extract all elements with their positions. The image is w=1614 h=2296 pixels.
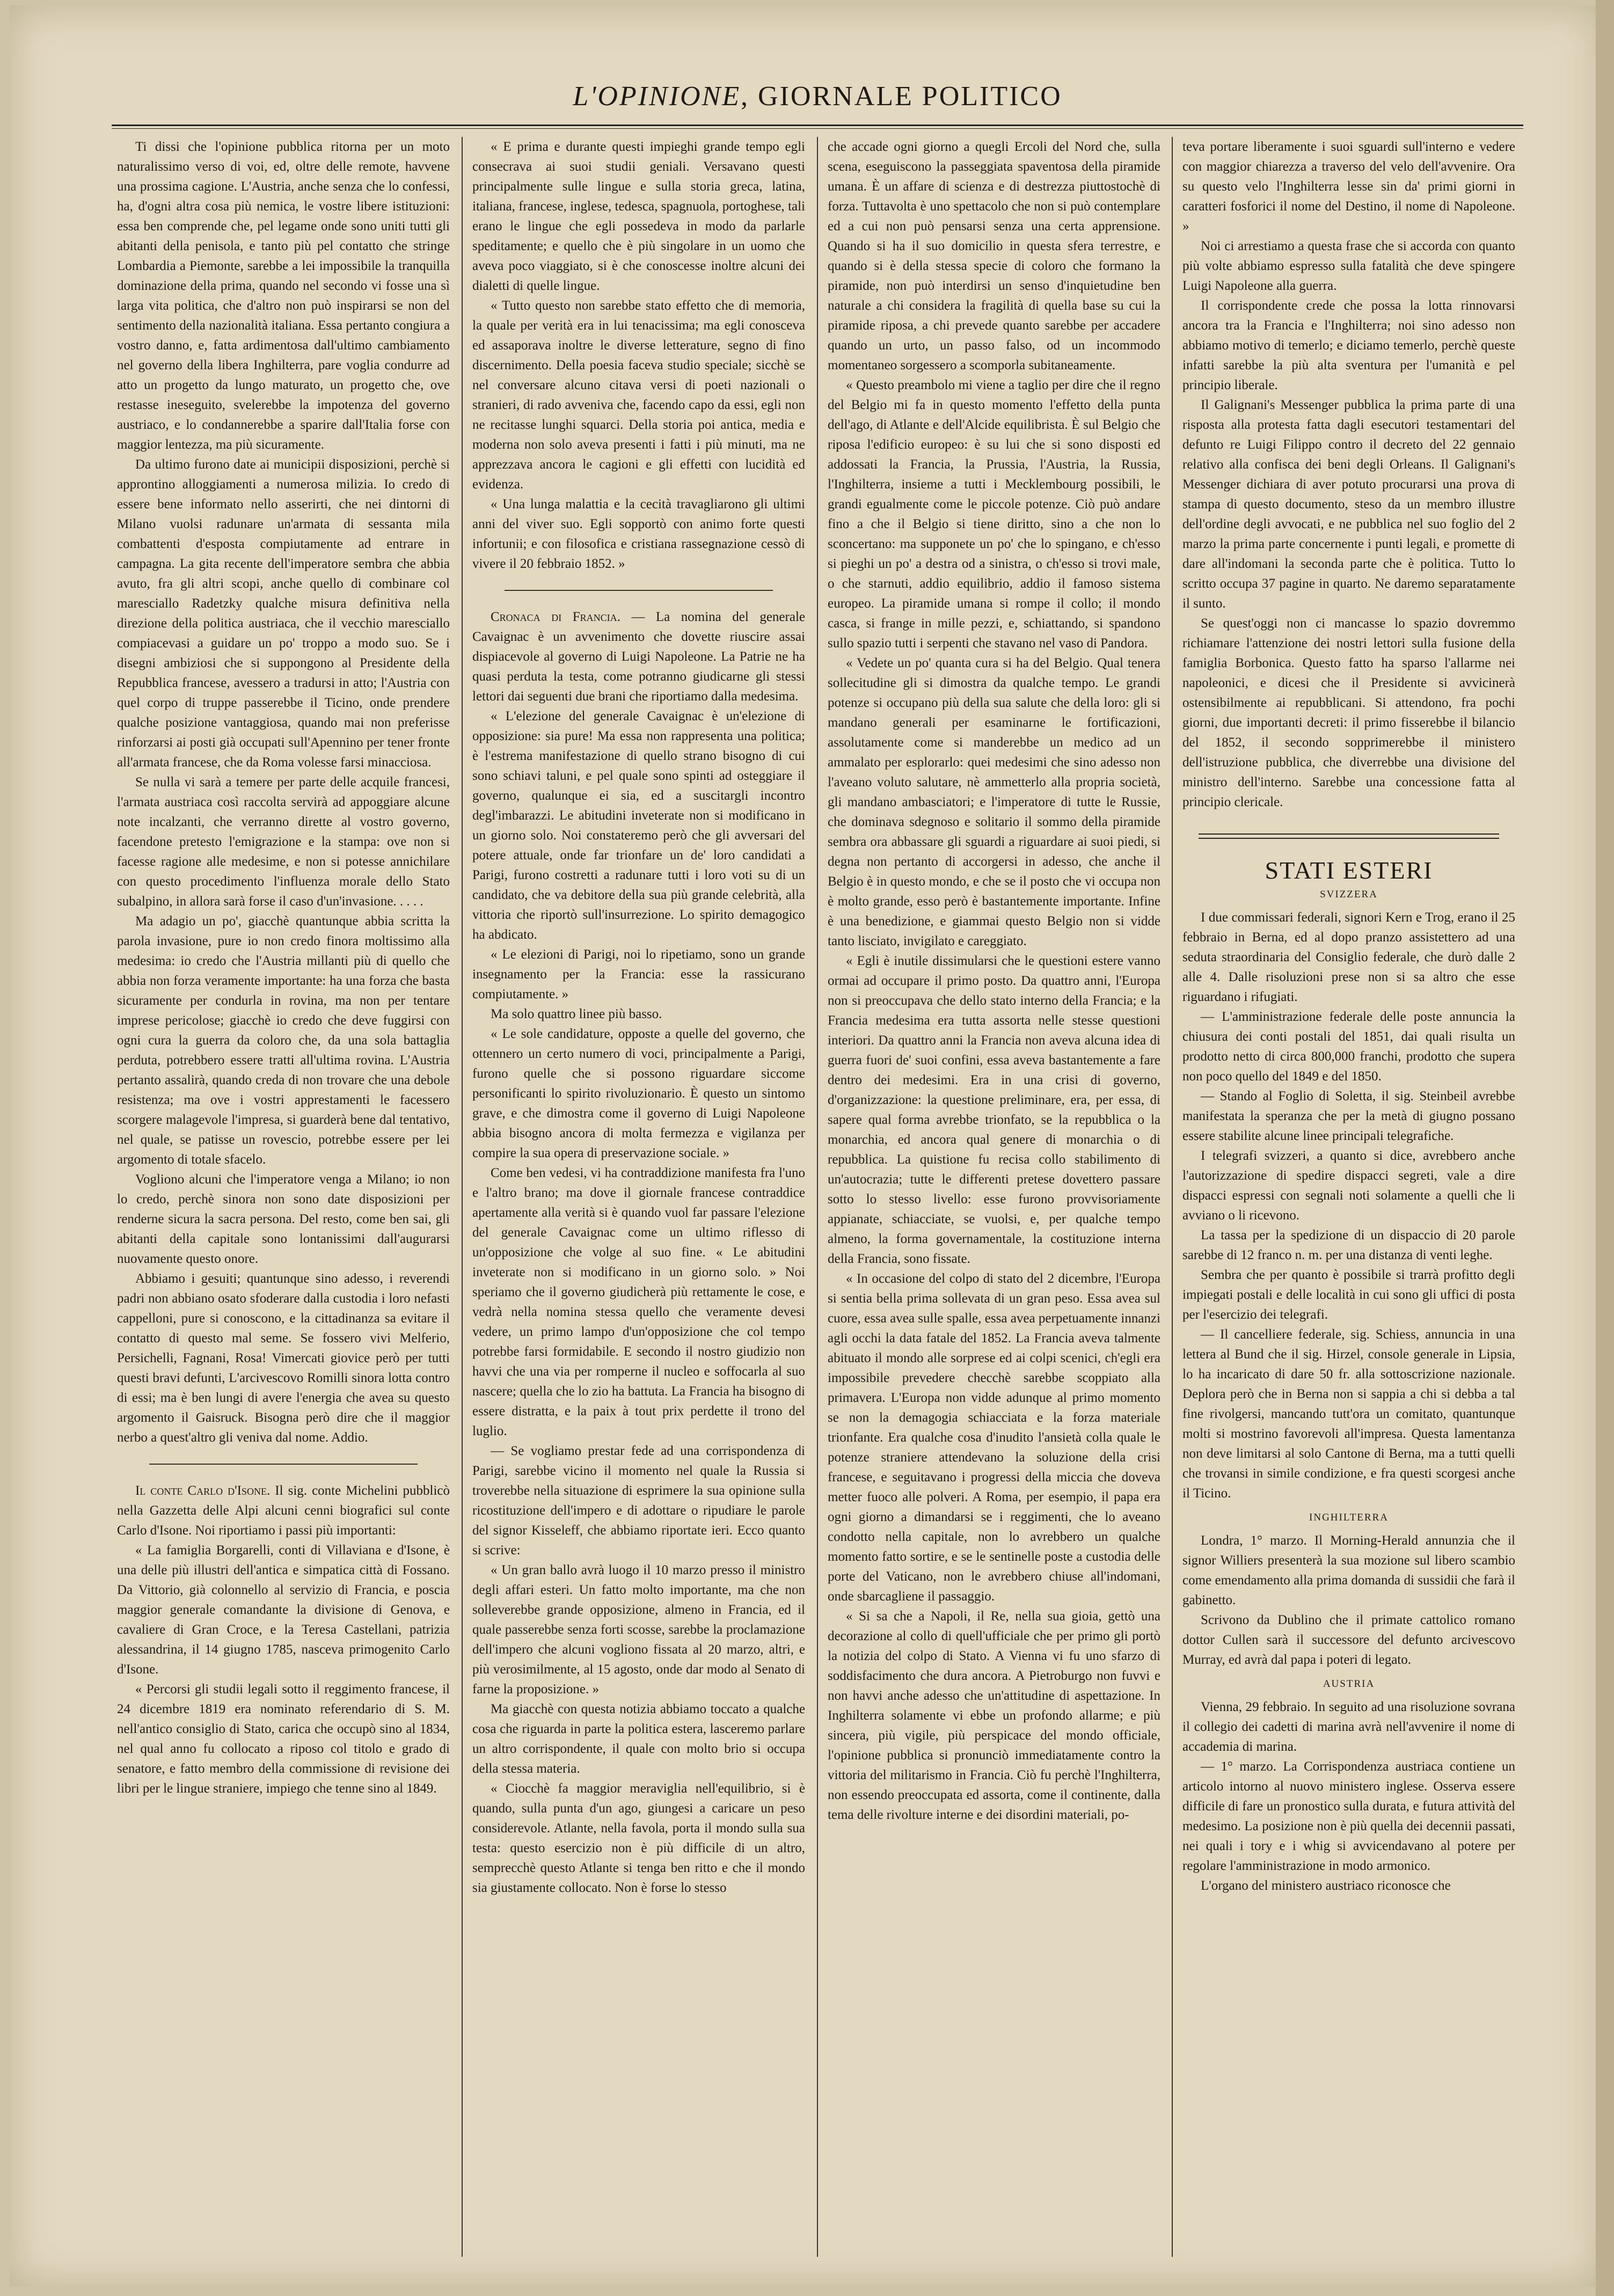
column-2 <box>472 137 805 2257</box>
masthead-rule-thin <box>112 128 1523 129</box>
column-divider <box>1172 137 1173 2257</box>
article-text: Il sig. conte Michelini pubblicò nella Gazzetta delle Alpi alcuni cenni biografici sul conte Carlo d'Isone. Noi riportiamo i passi più importanti: <box>117 1483 450 1538</box>
article-paragraph: — Il cancelliere federale, sig. Schiess, annuncia in una lettera al Bund che il sig. Hirzel, console generale in Lipsia, lo ha incaricato di dare 50 fr. alla sottoscrizione nazionale. Deplora però che in Berna non si sappia a chi si debba a tal fine rivolgersi, mancando tutt'ora un comitato, quantunque molti si mostrino favorevoli all'impresa. Questa lamentanza non deve limitarsi al solo Cantone di Berna, ma a tutti quelli che trovansi in simile condizione, e fra questi scorgesi anche il Ticino. <box>1182 1327 1515 1501</box>
article-paragraph: « Vedete un po' quanta cura si ha del Belgio. Qual tenera sollecitudine gli si dimostra da qualche tempo. Le grandi potenze si occupano più della sua salute che della loro: gli si mandano generali per esaminarne le fortificazioni, assolutamente come si manderebbe un medico ad un ammalato per esplorarlo: quei medesimi che sino adesso non l'aveano voluto salutare, nè ammetterlo alla propria società, gli mandano ambasciatori; e l'imperatore di tutte le Russie, che dominava sdegnoso e solitario il sommo della piramide sembra ora abbassare gli sguardi a riguardare ai suoi piedi, si degna non pertanto di accorgersi in adesso, che anche il Belgio è in questo mondo, e che se il posto che vi occupa non è molto grande, esso però è bastantemente importante. Infine è una benedizione, e giammai questo Belgio non si vidde tanto lisciato, invigilato e careggiato. <box>828 656 1160 948</box>
article-paragraph: — 1° marzo. La Corrispondenza austriaca contiene un articolo intorno al nuovo ministero inglese. Osserva essere difficile di fare un pronostico sulla durata, e futura attività del medesimo. La posizione non è più quella dei decennii passati, nei quali i tory e i whig si avvicendavano al potere per regolare l'amministrazione in modo armonico. <box>1182 1759 1515 1873</box>
article-paragraph: Vienna, 29 febbraio. In seguito ad una risoluzione sovrana il collegio dei cadetti di marina avrà nell'avvenire il nome di accademia di marina. <box>1182 1700 1515 1754</box>
article-paragraph: — L'amministrazione federale delle poste annuncia la chiusura dei conti postali del 1851, dai quali risulta un prodotto netto di circa 800,000 franchi, prodotto che supera non poco quello del 1849 e del 1850. <box>1182 1010 1515 1084</box>
section-double-rule <box>1199 833 1499 839</box>
article-paragraph: « Un gran ballo avrà luogo il 10 marzo presso il ministro degli affari esteri. Un fatto molto importante, ma che non solleverebbe grande opposizione, almeno in Francia, ed il quale passerebbe senza forti scosse, sarebbe la proclamazione dell'impero che alcuni vogliono fissata al 20 marzo, altri, e più verosimilmente, al 15 agosto, onde dar modo al Senato di farne la proposizione. » <box>472 1563 805 1697</box>
article-paragraph: « In occasione del colpo di stato del 2 dicembre, l'Europa si sentia bella prima sollevata di un gran peso. Essa avea sul cuore, essa avea sulle spalle, essa avea perpetuamente innanzi agli occhi la data fatale del 1852. La Francia aveva talmente abituato il mondo alle sorprese ed ai colpi scenici, ch'egli era impossibile prevedere checchè sarebbe scoppiato alla primavera. L'Europa non vidde adunque al primo momento se non la demagogia schiacciata e la forza materiale trionfante. Era qualche cosa d'inudito l'ansietà colla quale le potenze straniere attendevano la soluzione della crisi francese, e seguitavano i progressi della miccia che doveva metter fuoco alle polveri. A Roma, per esempio, il papa era ogni giorno a dimandarsi se i reggimenti, che lo aveano condotto nella capitale, non lo avrebbero un qualche momento fatto sortire, e se le sentinelle poste a custodia delle porte del Vaticano, non le avrebbero chiuse all'indomani, onde sbarcagliene il passaggio. <box>828 1271 1160 1604</box>
article-paragraph: I telegrafi svizzeri, a quanto si dice, avrebbero anche l'autorizzazione di spedire dispacci segreti, vale a dire dispacci espressi con segnali noti solamente a quelli che li avviano o li ricevono. <box>1182 1149 1515 1223</box>
column-1 <box>117 137 450 2257</box>
column-4 <box>1182 137 1515 2257</box>
article-paragraph: Il corrispondente crede che possa la lotta rinnovarsi ancora tra la Francia e l'Inghilterra; noi sino adesso non abbiamo motivo di temerlo; e diciamo temerlo, perchè queste infatti sarebbe la più alta sventura per l'umanità e pel principio liberale. <box>1182 298 1515 392</box>
column-divider <box>817 137 818 2257</box>
article-paragraph: « Questo preambolo mi viene a taglio per dire che il regno del Belgio mi fa in questo momento l'effetto della punta dell'ago, di Atlante e dell'Alcide equilibrista. È sul Belgio che riposa l'edificio europeo: è su lui che si sono disposti ed addossati la Francia, la Prussia, l'Austria, la Russia, l'Inghilterra, insieme a tutti i Mecklembourg possibili, le grandi egualmente come le piccole potenze. Ciò può andare fino a che il Belgio si tiene diritto, sino a che non lo sconcertano: ma supponete un po' che lo spingano, e ch'esso si pieghi un po' a destra od a sinistra, o ch'esso si trovi male, o che starnuti, addio equilibrio, addio il famoso sistema europeo. La piramide umana si rompe il collo; il mondo casca, si frange in mille pezzi, e, schiattando, si spandono sullo spazio tutti i serpenti che stavano nel vaso di Pandora. <box>828 378 1160 650</box>
article-paragraph: Vogliono alcuni che l'imperatore venga a Milano; io non lo credo, perchè sinora non sono date disposizioni per renderne sicura la sacra persona. Del resto, come ben sai, gli abitanti della capitale sono lontanissimi dall'augurarsi nuovamente questo onore. <box>117 1172 450 1266</box>
article-paragraph: « Le elezioni di Parigi, noi lo ripetiamo, sono un grande insegnamento per la Francia: esse la rassicurano compiutamente. » <box>472 947 805 1001</box>
article-paragraph: Ma adagio un po', giacchè quantunque abbia scritta la parola invasione, pure io non credo finora moltissimo alla medesima: io credo che l'Austria millanti più di quello che abbia non forza veramente importante: ha una forza che basta sicuramente per condurla in rovina, ma non per tentare imprese pericolose; giacchè io credo che deve fuggirsi con ogni cura la guerra da coloro che, da una sola battaglia perduta, potrebbero essere tratti all'ultima rovina. L'Austria pertanto assalirà, quando creda di non trovare che una debole resistenza; ma ove i vostri apprestamenti le facessero scorgere malagevole l'impresa, si guarderà bene dal tentativo, nel quale, se patisse un rovescio, potrebbe essere per lei argomento di totale sfacelo. <box>117 914 450 1167</box>
article-paragraph: « La famiglia Borgarelli, conti di Villaviana e d'Isone, è una delle più illustri dell'antica e simpatica città di Fossano. Da Vittorio, già colonnello al servizio di Francia, e poscia maggior generale comandante la divisione di Genova, e cavaliere di Gran Croce, e la Teresa Castellani, patrizia alessandrina, il 14 giugno 1785, nasceva primogenito Carlo d'Isone. <box>117 1543 450 1677</box>
article-paragraph: « Percorsi gli studii legali sotto il reggimento francese, il 24 dicembre 1819 era nominato referendario di S. M. nell'antico consiglio di Stato, carica che occupò sino al 1834, nel qual anno fu collocato a riposo col titolo e grado di senatore, e fatto membro della commissione di revisione dei libri per le lingue straniere, impiego che tenne sino al 1849. <box>117 1682 450 1796</box>
article-paragraph: Da ultimo furono date ai municipii disposizioni, perchè si approntino alloggiamenti a numerosa milizia. Io credo di essere bene informato nello asserirti, che nei dintorni di Milano vuolsi radunare un'armata di sessanta mila combattenti d'esposta compiutamente ad entrare in campagna. La gita recente dell'imperatore sembra che abbia avuto, fra gli altri scopi, anche quello di combinare col maresciallo Radetzky qualche misura definitiva nella direzione della politica austriaca, che il vecchio maresciallo compiacevasi a guidare un po' troppo a modo suo. Se i disegni ambiziosi che si suppongono al Presidente della Repubblica francese, avessero a tradursi in atto; l'Austria con quel corpo di truppe passerebbe il Ticino, onde prendere qualche posizione vantaggiosa, quando mai non preferisse rinforzarsi ai posti già occupati sull'Apennino per tener fronte all'armata francese, che da Roma volesse farsi minacciosa. <box>117 457 450 770</box>
article-paragraph: che accade ogni giorno a quegli Ercoli del Nord che, sulla scena, eseguiscono la passeggiata spaventosa della piramide umana. È un affare di scienza e di destrezza piuttostochè di forza. Tuttavolta è uno spettacolo che non si può contemplare ed a cui non può pensarsi senza una certa apprensione. Quando si ha il suo domicilio in questa sfera terrestre, e quando si è della stessa specie di coloro che formano la piramide, non può interdirsi un senso d'inquietudine ben naturale a chi considera la fragilità di quella base su cui la piramide riposa, a chi prevede quanto sarebbe per accadere quando un urto, un passo falso, od un incommodo momentaneo sorgessero a scomporla subitaneamente. <box>828 140 1160 372</box>
newspaper-page <box>10 5 1601 2286</box>
article-paragraph: Scrivono da Dublino che il primate cattolico romano dottor Cullen sarà il successore del defunto arcivescovo Murray, ed avrà dal papa i poteri di legato. <box>1182 1613 1515 1667</box>
subhead-inghilterra: INGHILTERRA <box>1309 1512 1389 1523</box>
article-paragraph: « Ciocchè fa maggior meraviglia nell'equilibrio, si è quando, sulla punta d'un ago, giungesi a caricare un peso considerevole. Atlante, nella favola, porta il mondo sulla sua testa: questo esercizio non è più difficile di un altro, semprecchè questo Atlante si tenga ben ritto e che il mondo sia giustamente collocato. Non è forse lo stesso <box>472 1781 805 1895</box>
masthead-rule <box>112 125 1523 126</box>
article-paragraph: teva portare liberamente i suoi sguardi sull'interno e vedere con maggior chiarezza a traverso del velo dell'avvenire. Ora su questo velo l'Inghilterra lesse sin da' primi giorni in caratteri fosforici il nome del Destino, il nome di Napoleone. » <box>1182 140 1515 233</box>
subhead-austria: AUSTRIA <box>1323 1678 1375 1690</box>
article-paragraph: Il Galignani's Messenger pubblica la prima parte di una risposta alla protesta fatta dagli esecutori testamentari del defunto re Luigi Filippo contro il decreto del 22 gennaio relativo alla confisca dei beni degli Orleans. Il Galignani's Messenger dichiara di aver potuto procurarsi una prova di stampa di questo documento, steso da un membro illustre dell'ordine degli avvocati, e ne pubblica nel suo foglio del 2 marzo la prima parte concernente i punti legali, e promette di dare all'indomani la seconda parte che è politica. Tutto lo scritto occupa 37 pagine in quarto. Ne daremo separatamente il sunto. <box>1182 398 1515 611</box>
article-paragraph: « Le sole candidature, opposte a quelle del governo, che ottennero un certo numero di voci, principalmente a Parigi, furono quelle che si possono riguardare siccome personificanti lo spirito rivoluzionario. È questo un sintomo grave, e che dimostra come il governo di Luigi Napoleone abbia bisogno ancora di molta fermezza e vigilanza per compire la sua opera di preservazione sociale. » <box>472 1027 805 1160</box>
article-paragraph: L'organo del ministero austriaco riconosce che <box>1201 1878 1451 1893</box>
article-paragraph: Come ben vedesi, vi ha contraddizione manifesta fra l'uno e l'altro brano; ma dove il giornale francese contraddice apertamente alla verità si è quando vuol far passare l'elezione del generale Cavaignac come un ultimo riflesso di un'opposizione che volge al suo fine. « Le abitudini inveterate non si modificano in un giorno solo. » Noi speriamo che il governo giudicherà più rettamente le cose, e vedrà nella nomina stessa quello che veramente devesi vedere, un primo lampo d'un'opposizione che col tempo potrebbe farsi formidabile. E secondo il nostro giudizio non havvi che una via per romperne il nucleo e soffocarla al suo nascere; quella che lo zio ha battuta. La Francia ha bisogno di essere distratta, e la paix à tout prix perdette il trono del luglio. <box>472 1166 805 1438</box>
masthead-title: L'OPINIONE <box>573 81 741 112</box>
article-paragraph: Londra, 1° marzo. Il Morning-Herald annunzia che il signor Williers presenterà la sua mozione sul libero scambio come emendamento alla prima domanda di sussidii che farà il gabinetto. <box>1182 1533 1515 1607</box>
article-paragraph: « E prima e durante questi impieghi grande tempo egli consecrava ai suoi studii geniali. Versavano questi principalmente sulle lingue e sulla storia greca, latina, italiana, francese, inglese, tedesca, spagnuola, portoghese, tali erano le lingue che egli possedeva in modo da parlarle speditamente; e quello che è più singolare in un uomo che aveva poco viaggiato, si è che conoscesse inoltre alcuni dei dialetti di quelle lingue. <box>472 140 805 293</box>
article-paragraph <box>472 607 805 706</box>
column-divider <box>462 137 463 2257</box>
article-paragraph: — Stando al Foglio di Soletta, il sig. Steinbeil avrebbe manifestata la speranza che per la metà di giugno possano essere stabilite alcune linee principali telegrafiche. <box>1182 1089 1515 1143</box>
article-lead: Il conte Carlo d'Isone. <box>135 1483 271 1498</box>
article-paragraph: Sembra che per quanto è possibile si trarrà profitto degli impiegati postali e delle località in cui sono gli uffici di posta per l'esercizio dei telegrafi. <box>1182 1268 1515 1322</box>
masthead <box>112 81 1523 129</box>
article-paragraph: Se nulla vi sarà a temere per parte delle acquile francesi, l'armata austriaca così raccolta servirà ad appoggiare alcune note incalzanti, che verranno dirette al vostro governo, facendone pretesto l'emigrazione e la stampa: ove non si facesse ragione alle medesime, e non si potesse annichilare con questo procedimento l'influenza morale dello Stato subalpino, in allora sarà forse il caso d'un'invasione. . . . . <box>117 775 450 909</box>
article-paragraph: Se quest'oggi non ci mancasse lo spazio dovremmo richiamare l'attenzione dei nostri lettori sulla fusione della famiglia Borbonica. Questo fatto ha sparso l'allarme nei napoleonici, e dicesi che il Presidente si avvicinerà ostensibilmente ai repubblicani. Si attendono, fra pochi giorni, due importanti decreti: il primo fisserebbe il bilancio del 1852, il secondo sopprimerebbe il ministero dell'istruzione pubblica, che diverrebbe una divisione del ministro dell'interno. Sarebbe una concessione fatta al principio clericale. <box>1182 616 1515 809</box>
article-paragraph: « Egli è inutile dissimularsi che le questioni estere vanno ormai ad occupare il primo posto. Da quattro anni, l'Europa non si preoccupava che dello stato interno della Francia; e la Francia medesima era tutta assorta nelle stesse questioni interiori. Da quattro anni la Francia non aveva alcuna idea di guerra fuori de' suoi confini, essa aveva bastantemente a fare dentro dei medesimi. Era in una crisi di governo, d'organizzazione: la questione preliminare, era, per essa, di sapere qual forma avrebbe trionfato, se la repubblica o la monarchia, ed ancora qual genere di monarchia o di repubblica. La quistione fu recisa collo stabilimento di un'autocrazia; tutte le differenti pretese dovettero passare sotto lo stesso livello: esse furono provvisoriamente appianate, schiacciate, se vuolsi, e, per qualche tempo almeno, la forma governamentale, la costituzione interna della Francia, sono fissate. <box>828 954 1160 1266</box>
masthead-subtitle: , GIORNALE POLITICO <box>741 81 1062 112</box>
article-paragraph: — Se vogliamo prestar fede ad una corrispondenza di Parigi, sarebbe vicino il momento nel quale la Russia si troverebbe nella situazione di esprimere la sua opinione sulla ricostituzione dell'impero e di adottare o ripudiare le parole del signor Kisseleff, che abbiamo riportate ieri. Ecco quanto si scrive: <box>472 1444 805 1558</box>
article-paragraph: « Si sa che a Napoli, il Re, nella sua gioia, gettò una decorazione al collo di quell'ufficiale che per primo gli portò la notizia del colpo di Stato. A Vienna vi fu uno sfarzo di soddisfacimento che dura ancora. A Pietroburgo non fuvvi e non havvi anche adesso che un'attitudine di aspettazione. In Inghilterra solamente vi ebbe un profondo allarme; e più sincera, più vigile, più perspicace del mondo officiale, l'opinione pubblica si pronunciò immediatamente contro la vittoria del militarismo in Francia. Ciò fu perchè l'Inghilterra, non essendo preoccupata ed assorta, come il continente, dalla tema delle rivolture interne e dei disordini materiali, po- <box>828 1609 1160 1822</box>
article-paragraph: La tassa per la spedizione di un dispaccio di 20 parole sarebbe di 12 franco n. m. per una distanza di venti leghe. <box>1182 1228 1515 1262</box>
paper-edge <box>1596 0 1614 2296</box>
article-paragraph: « Una lunga malattia e la cecità travagliarono gli ultimi anni del viver suo. Egli sopportò con animo forte questi infortunii; e con filosofica e cristiana rassegnazione cessò di vivere il 20 febbraio 1852. » <box>472 497 805 571</box>
article-paragraph: « L'elezione del generale Cavaignac è un'elezione di opposizione: sia pure! Ma essa non rappresenta una politica; è l'estrema manifestazione di quello strano bisogno di cui sono schiavi taluni, e pel quale sono spinti ad osteggiare il governo, qualunque ei sia, ed a suscitargli incontro degl'imbarazzi. Le abitudini inveterate non si modificano in un giorno solo. Noi constateremo però che gli avversari del potere attuale, onde far trionfare un de' loro candidati a Parigi, furono costretti a radunare tutti i loro voti su di un candidato, che va debitore della sua più grande celebrità, alla vittoria che riportò sull'insurrezione. Lo spirito demagogico ha abdicato. <box>472 709 805 942</box>
article-lead: Cronaca di Francia. <box>491 610 620 624</box>
column-3 <box>828 137 1160 2257</box>
subhead-svizzera: SVIZZERA <box>1320 889 1378 900</box>
article-paragraph: Ti dissi che l'opinione pubblica ritorna per un moto naturalissimo verso di voi, ed, oltre delle remote, havvene una prossima cagione. L'Austria, anche senza che lo confessi, ha, d'ogni altra cosa più nemica, le vostre libere istituzioni: essa ben comprende che, pel legame onde sono uniti tutti gli abitanti della penisola, e tanto più pel contatto che stringe Lombardia a Piemonte, sarebbe a lei impossibile la tranquilla dominazione della prima, quando nel secondo vi fosse una sì larga vita politica, che d'altro non può inspirarsi se non del sentimento della nazionalità italiana. Essa pertanto congiura a vostro danno, e, fatta ardimentosa dall'ultimo cambiamento nel governo della libera Inghilterra, pare voglia condurre ad atto un progetto da lungo maturato, un progetto che, ove restasse ineseguito, svelerebbe la impotenza del governo austriaco, e lo condannerebbe a sparire dall'Italia forse con maggior lentezza, ma più sicuramente. <box>117 140 450 452</box>
article-paragraph: Ma solo quattro linee più basso. <box>491 1007 662 1021</box>
article-separator <box>149 1464 418 1465</box>
article-paragraph <box>117 1481 450 1540</box>
article-paragraph: « Tutto questo non sarebbe stato effetto che di memoria, la quale per verità era in lui tenacissima; ma egli conosceva ed assaporava inoltre le diverse letterature, segno di fino discernimento. Della poesia faceva studio speciale; sicchè se nel conversare alcuno citava versi di poeti nazionali o stranieri, di rado avveniva che, facendo capo da essi, egli non ne recitasse lunghi squarci. Della storia poi antica, media e moderna non solo aveva presenti i fatti i più minuti, ma ne apprezzava ancora le cagioni e gli effetti con lucidità ed evidenza. <box>472 298 805 492</box>
article-paragraph: Ma giacchè con questa notizia abbiamo toccato a qualche cosa che riguarda in parte la politica estera, lasceremo parlare un altro corrispondente, il quale con molto brio si occupa della stessa materia. <box>472 1702 805 1776</box>
article-text: — La nomina del generale Cavaignac è un avvenimento che dovette riuscire assai dispiacevole al governo di Luigi Napoleone. La Patrie ne ha quasi perduta la testa, come potranno giudicarne gli stessi lettori dai seguenti due brani che riportiamo dalla medesima. <box>472 610 805 704</box>
article-paragraph: Abbiamo i gesuiti; quantunque sino adesso, i reverendi padri non abbiano osato sfoderare dalla custodia i loro nefasti cappelloni, pure si conoscono, e la cittadinanza sa evitare il contatto di questo mal seme. Se fossero vivi Melferio, Persichelli, Fagnani, Rosa! Vimercati giovice però per tutti questi bravi defunti, L'arcivescovo Romilli sinora lotta contro di essi; ma è ben lungi di avere l'energia che avea su questo argomento il Gaisruck. Bisogna però dire che il maggior nerbo a quest'altro gli veniva dal nome. Addio. <box>117 1271 450 1445</box>
article-paragraph: Noi ci arrestiamo a questa frase che si accorda con quanto più volte abbiamo espresso sulla fatalità che deve spingere Luigi Napoleone alla guerra. <box>1182 239 1515 293</box>
section-title-stati-esteri: STATI ESTERI <box>1265 857 1433 884</box>
article-paragraph: I due commissari federali, signori Kern e Trog, erano il 25 febbraio in Berna, ed al dopo pranzo assistettero ad una seduta straordinaria del Consiglio federale, che durò dalle 2 alle 4. Dalle risoluzioni prese non si sa altro che esse riguardano i rifugiati. <box>1182 910 1515 1004</box>
article-separator <box>505 590 773 591</box>
